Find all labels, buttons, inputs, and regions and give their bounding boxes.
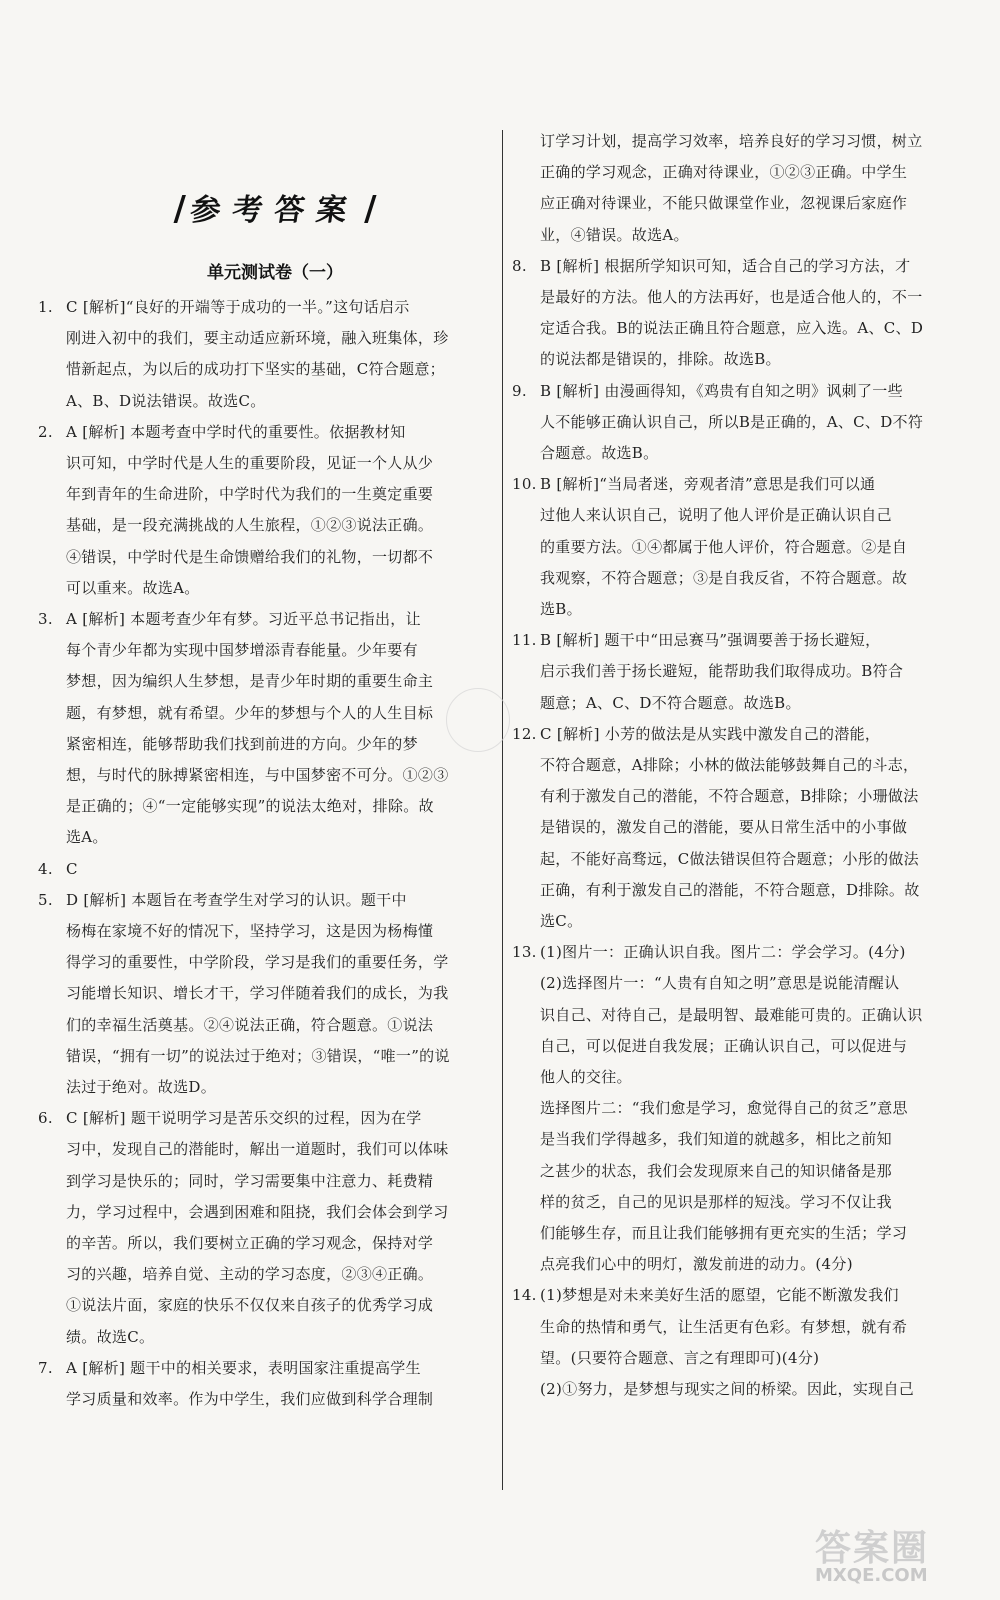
answer-line: 识可知，中学时代是人生的重要阶段，见证一个人从少 (66, 454, 434, 472)
answer-line: 是最好的方法。他人的方法再好，也是适合他人的，不一 (540, 288, 923, 306)
answer-text: C (66, 859, 78, 878)
answer-line: 选C。 (540, 912, 583, 931)
question-number: 13. (512, 943, 537, 962)
answer-text: A [解析] 本题考查中学时代的重要性。依据教材知 (66, 422, 406, 441)
answer-line: 错误，“拥有一切”的说法过于绝对；③错误，“唯一”的说 (66, 1046, 450, 1065)
answer-line: 的重要方法。①④都属于他人评价，符合题意。②是自 (540, 537, 908, 556)
answer-line (38, 854, 493, 885)
answer-line: 启示我们善于扬长避短，能帮助我们取得成功。B符合 (540, 662, 904, 681)
answer-line: 的辛苦。所以，我们要树立正确的学习观念，保持对学 (66, 1234, 434, 1252)
answer-line: 们的幸福生活奠基。②④说法正确，符合题意。①说法 (66, 1015, 434, 1034)
question-number: 1. (38, 298, 53, 316)
answer-item (38, 604, 493, 854)
answer-item (38, 1103, 493, 1353)
answer-line: 业，④错误。故选A。 (540, 225, 689, 244)
answer-line: 正确的学习观念，正确对待课业，①②③正确。中学生 (540, 163, 908, 182)
answer-item (512, 126, 972, 251)
answer-line: 习中，发现自己的潜能时，解出一道题时，我们可以体味 (66, 1140, 449, 1159)
answer-line: 他人的交往。 (540, 1068, 632, 1086)
question-number: 10. (512, 475, 537, 494)
answer-line: ④错误，中学时代是生命馈赠给我们的礼物，一切都不 (66, 547, 434, 566)
answer-line: 基础，是一段充满挑战的人生旅程，①②③说法正确。 (66, 516, 434, 535)
answer-item (38, 417, 493, 604)
answer-line: 梦想，因为编织人生梦想，是青少年时期的重要生命主 (66, 672, 434, 691)
answer-line (512, 251, 972, 282)
answer-line (512, 376, 972, 407)
answer-text: C [解析]“良好的开端等于成功的一半。”这句话启示 (66, 298, 410, 316)
answer-line: 紧密相连，能够帮助我们找到前进的方向。少年的梦 (66, 734, 418, 753)
answer-item (38, 1353, 493, 1415)
question-number: 6. (38, 1109, 53, 1128)
question-number: 9. (512, 381, 527, 400)
answer-line: 生命的热情和勇气，让生活更有色彩。有梦想，就有希 (540, 1317, 908, 1336)
answer-line: 选A。 (66, 828, 108, 847)
answer-line: 可以重来。故选A。 (66, 578, 200, 597)
answer-line: 应正确对待课业，不能只做课堂作业，忽视课后家庭作 (540, 194, 908, 213)
section-title: 单元测试卷（一） (207, 263, 343, 283)
watermark-text: 答案圈 (815, 1528, 930, 1569)
question-number: 7. (38, 1358, 53, 1377)
question-number: 8. (512, 256, 527, 275)
answer-line: 选择图片二：“我们愈是学习，愈觉得自己的贫乏”意思 (540, 1099, 908, 1118)
question-number: 3. (38, 610, 53, 628)
answer-line: 学习质量和效率。作为中学生，我们应做到科学合理制 (66, 1390, 434, 1408)
answer-line: 刚进入初中的我们，要主动适应新环境，融入班集体，珍 (66, 329, 449, 348)
answer-item (512, 251, 972, 376)
question-number: 4. (38, 859, 53, 878)
answer-line: 自己，可以促进自我发展；正确认识自己，可以促进与 (540, 1036, 908, 1055)
watermark-logo (815, 1520, 985, 1590)
answer-line: 合题意。故选B。 (540, 444, 659, 462)
answer-line: 是正确的；④“一定能够实现”的说法太绝对，排除。故 (66, 797, 434, 816)
answer-line: ①说法片面，家庭的快乐不仅仅来自孩子的优秀学习成 (66, 1296, 434, 1315)
answer-line (512, 937, 972, 968)
answer-line: 得学习的重要性，中学阶段，学习是我们的重要任务，学 (66, 953, 449, 972)
question-number: 11. (512, 631, 537, 650)
answer-text: (1)梦想是对未来美好生活的愿望，它能不断激发我们 (540, 1286, 899, 1305)
answer-item (38, 854, 493, 885)
answer-text: B [解析] 题干中“田忌赛马”强调要善于扬长避短， (540, 631, 881, 650)
answer-line: 法过于绝对。故选D。 (66, 1078, 217, 1097)
answer-line: 点亮我们心中的明灯，激发前进的动力。(4分) (540, 1255, 853, 1274)
answer-text: (1)图片一：正确认识自我。图片二：学会学习。(4分) (540, 943, 906, 962)
answer-item (512, 1280, 972, 1405)
answer-line (512, 719, 972, 750)
answer-line: 望。(只要符合题意、言之有理即可)(4分) (540, 1348, 820, 1367)
answer-line (512, 625, 972, 656)
watermark-url: MXQE.COM (815, 1565, 928, 1586)
answer-item (38, 885, 493, 1103)
answer-line: 过他人来认识自己，说明了他人评价是正确认识自己 (540, 506, 892, 525)
question-number: 2. (38, 422, 53, 441)
answer-item (512, 937, 972, 1280)
question-number: 5. (38, 890, 53, 909)
answer-line: 题，有梦想，就有希望。少年的梦想与个人的人生目标 (66, 703, 434, 722)
answer-line: 惜新起点，为以后的成功打下坚实的基础，C符合题意； (66, 360, 445, 379)
answer-item (38, 292, 493, 417)
question-number: 14. (512, 1286, 537, 1305)
answer-line: 正确，有利于激发自己的潜能，不符合题意，D排除。故 (540, 880, 920, 899)
answer-line: 题意；A、C、D不符合题意。故选B。 (540, 693, 801, 712)
answer-line (512, 1280, 972, 1311)
answer-line: 有利于激发自己的潜能，不符合题意，B排除；小珊做法 (540, 787, 919, 806)
answer-line: 的说法都是错误的，排除。故选B。 (540, 350, 781, 369)
answer-line: 订学习计划，提高学习效率，培养良好的学习习惯，树立 (540, 132, 923, 150)
answer-text: A [解析] 题干中的相关要求，表明国家注重提高学生 (66, 1358, 421, 1377)
answer-line (38, 604, 493, 635)
answer-line: 想，与时代的脉搏紧密相连，与中国梦密不可分。①②③ (66, 766, 449, 785)
answer-line: 习能增长知识、增长才干，学习伴随着我们的成长，为我 (66, 984, 449, 1003)
answer-item (512, 469, 972, 625)
answer-line: 人不能够正确认识自己，所以B是正确的，A、C、D不符 (540, 412, 924, 431)
question-number: 12. (512, 724, 537, 743)
answer-line: 不符合题意，A排除；小林的做法能够鼓舞自己的斗志， (540, 756, 919, 774)
answer-text: B [解析] 根据所学知识可知，适合自己的学习方法，才 (540, 256, 911, 275)
answer-line: 绩。故选C。 (66, 1327, 155, 1346)
answer-line: A、B、D说法错误。故选C。 (66, 391, 266, 410)
answer-item (512, 625, 972, 719)
page-header (160, 185, 390, 229)
answer-item (512, 376, 972, 470)
answer-line: 之甚少的状态，我们会发现原来自己的知识储备是那 (540, 1161, 892, 1180)
answer-line: 起，不能好高骛远，C做法错误但符合题意；小彤的做法 (540, 849, 919, 868)
answer-text: B [解析]“当局者迷，旁观者清”意思是我们可以通 (540, 475, 876, 494)
answer-text: B [解析] 由漫画得知，《鸡贵有自知之明》讽刺了一些 (540, 381, 903, 400)
answer-line: 定适合我。B的说法正确且符合题意，应入选。A、C、D (540, 319, 924, 338)
answer-line: 是错误的，激发自己的潜能，要从日常生活中的小事做 (540, 818, 908, 837)
answer-text: A [解析] 本题考查少年有梦。习近平总书记指出，让 (66, 610, 421, 628)
answer-line: 是当我们学得越多，我们知道的就越多，相比之前知 (540, 1130, 892, 1149)
answer-line: 年到青年的生命进阶，中学时代为我们的一生奠定重要 (66, 485, 434, 504)
page-title: 参考答案 (188, 193, 361, 228)
answer-line: 样的贫乏，自己的见识是那样的短浅。学习不仅让我 (540, 1192, 892, 1211)
answer-line: 习的兴趣，培养自觉、主动的学习态度，②③④正确。 (66, 1265, 434, 1284)
answer-line: 力，学习过程中，会遇到困难和阻挠，我们会体会到学习 (66, 1202, 449, 1221)
answer-line (512, 469, 972, 500)
answer-line (38, 417, 493, 448)
answer-line (38, 1353, 493, 1384)
answer-line: 每个青少年都为实现中国梦增添青春能量。少年要有 (66, 641, 418, 660)
answer-line: 选B。 (540, 600, 582, 618)
answer-line: 杨梅在家境不好的情况下，坚持学习，这是因为杨梅懂 (66, 922, 434, 940)
answer-line: 识自己、对待自己，是最明智、最难能可贵的。正确认识 (540, 1005, 923, 1024)
answer-line (38, 885, 493, 916)
answer-line: 我观察，不符合题意；③是自我反省，不符合题意。故 (540, 568, 908, 587)
slash-left-icon: / (173, 189, 186, 229)
answer-line: 到学习是快乐的；同时，学习需要集中注意力、耗费精 (66, 1171, 434, 1190)
answer-line: (2)选择图片一：“人贵有自知之明”意思是说能清醒认 (540, 974, 900, 993)
answer-text: C [解析] 小芳的做法是从实践中激发自己的潜能， (540, 724, 881, 743)
answer-text: C [解析] 题干说明学习是苦乐交织的过程，因为在学 (66, 1109, 422, 1128)
answer-item (512, 719, 972, 937)
answer-line: 们能够生存，而且让我们能够拥有更充实的生活；学习 (540, 1224, 908, 1243)
answer-line (38, 1103, 493, 1134)
column-divider (502, 130, 503, 1490)
answer-line: (2)①努力，是梦想与现实之间的桥梁。因此，实现自己 (540, 1380, 915, 1398)
slash-right-icon: / (364, 189, 377, 229)
answer-line (38, 292, 493, 323)
answer-text: D [解析] 本题旨在考查学生对学习的认识。题干中 (66, 890, 407, 909)
